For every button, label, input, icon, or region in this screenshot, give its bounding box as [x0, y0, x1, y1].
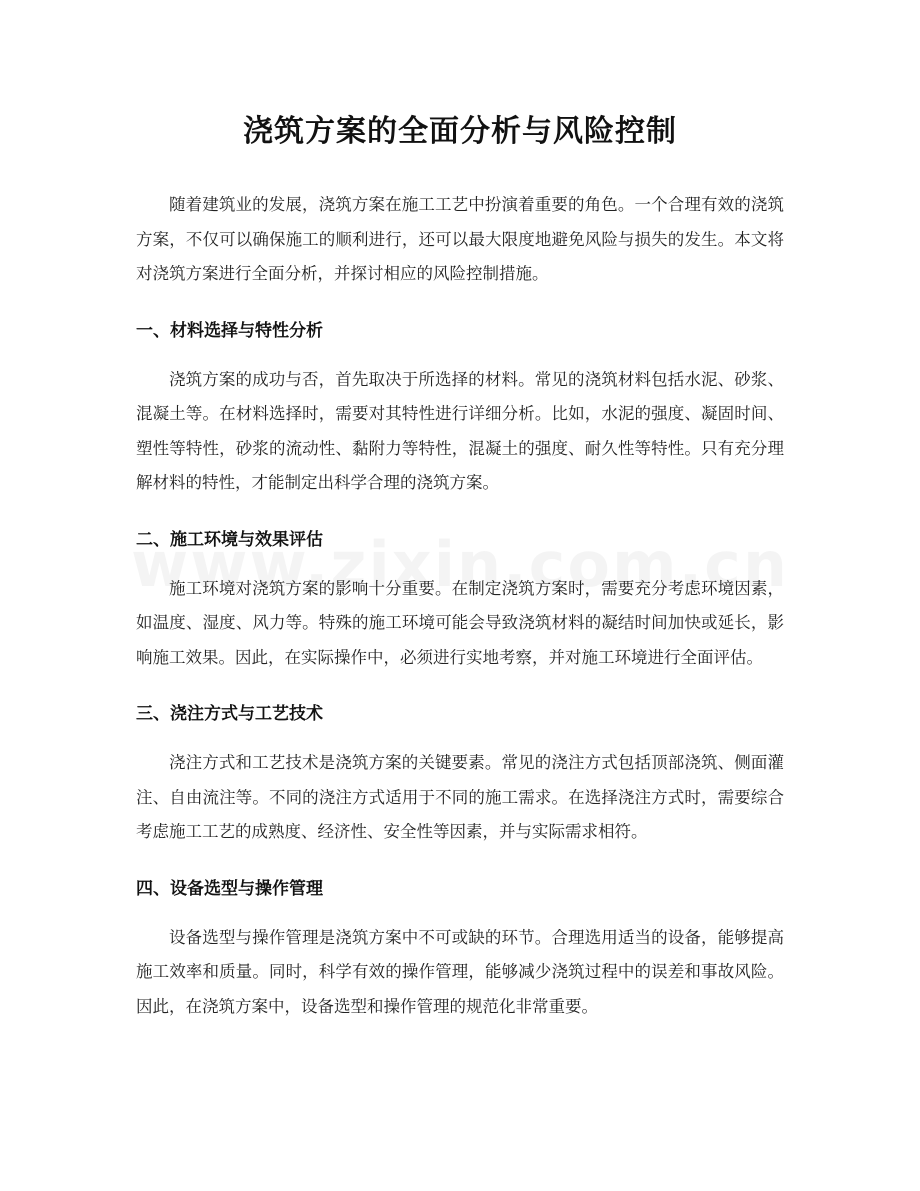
section-heading: 一、材料选择与特性分析: [136, 320, 323, 341]
section-heading: 三、浇注方式与工艺技术: [136, 704, 323, 724]
section-heading: 二、施工环境与效果评估: [136, 529, 323, 550]
section-paragraph: 设备选型与操作管理是浇筑方案中不可或缺的环节。合理选用适当的设备，能够提高施工效率和质量。同时，科学有效的操作管理，能够减少浇筑过程中的误差和事故风险。因此，在浇筑方案中，设备选型和操作管理的规范化非常重要。: [136, 927, 784, 1016]
page-title: 浇筑方案的全面分析与风险控制: [243, 114, 677, 149]
section-equipment: [136, 874, 784, 1025]
section-environment: [136, 525, 784, 676]
section-materials: [136, 316, 784, 501]
intro-paragraph: 随着建筑业的发展，浇筑方案在施工工艺中扮演着重要的角色。一个合理有效的浇筑方案，不仅可以确保施工的顺利进行，还可以最大限度地避免风险与损失的发生。本文将对浇筑方案进行全面分析，并探讨相应的风险控制措施。: [136, 195, 784, 283]
section-paragraph: 浇注方式和工艺技术是浇筑方案的关键要素。常见的浇注方式包括顶部浇筑、侧面灌注、自由流注等。不同的浇注方式适用于不同的施工需求。在选择浇注方式时，需要综合考虑施工工艺的成熟度、经济性、安全性等因素，并与实际需求相符。: [136, 753, 784, 841]
section-paragraph: 浇筑方案的成功与否，首先取决于所选择的材料。常见的浇筑材料包括水泥、砂浆、混凝土等。在材料选择时，需要对其特性进行详细分析。比如，水泥的强度、凝固时间、塑性等特性，砂浆的流动性、黏附力等特性，混凝土的强度、耐久性等特性。只有充分理解材料的特性，才能制定出科学合理的浇筑方案。: [136, 369, 784, 492]
section-heading: 四、设备选型与操作管理: [136, 878, 323, 899]
section-paragraph: 施工环境对浇筑方案的影响十分重要。在制定浇筑方案时，需要充分考虑环境因素，如温度、湿度、风力等。特殊的施工环境可能会导致浇筑材料的凝结时间加快或延长，影响施工效果。因此，在实际操作中，必须进行实地考察，并对施工环境进行全面评估。: [136, 578, 784, 667]
section-pouring-method: [136, 699, 784, 850]
